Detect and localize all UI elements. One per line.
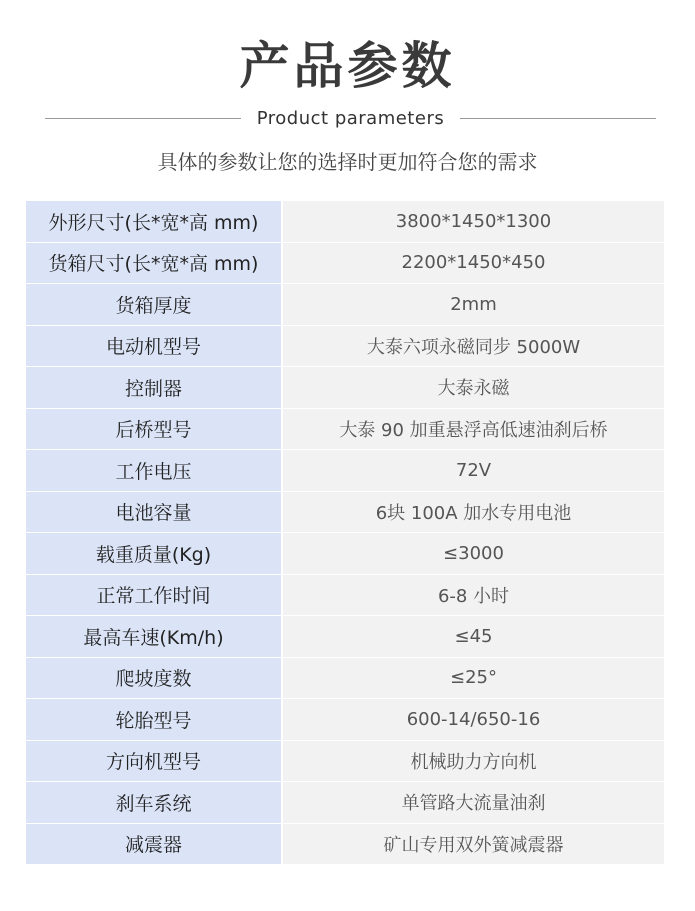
param-label: 爬坡度数 — [26, 658, 281, 699]
page-subtitle: Product parameters — [256, 108, 445, 129]
table-row — [26, 326, 664, 368]
param-value: 2200*1450*450 — [281, 243, 664, 284]
param-value: ≤45 — [281, 616, 664, 657]
table-row — [26, 201, 664, 243]
param-value: ≤3000 — [281, 533, 664, 574]
param-label: 方向机型号 — [26, 741, 281, 782]
table-row — [26, 450, 664, 492]
table-row — [26, 782, 664, 824]
param-label: 正常工作时间 — [26, 575, 281, 616]
param-label: 货箱尺寸(长*宽*高 mm) — [26, 243, 281, 284]
table-row — [26, 616, 664, 658]
page-title: 产品参数 — [239, 37, 456, 95]
param-label: 后桥型号 — [26, 409, 281, 450]
param-label: 外形尺寸(长*宽*高 mm) — [26, 201, 281, 242]
table-row — [26, 409, 664, 451]
table-row — [26, 367, 664, 409]
table-row — [26, 284, 664, 326]
subtitle-row — [0, 104, 695, 134]
table-row — [26, 658, 664, 700]
param-label: 减震器 — [26, 824, 281, 865]
param-value: 单管路大流量油刹 — [281, 782, 664, 823]
param-label: 控制器 — [26, 367, 281, 408]
param-label: 最高车速(Km/h) — [26, 616, 281, 657]
description-text: 具体的参数让您的选择时更加符合您的需求 — [157, 150, 538, 174]
param-value: 2mm — [281, 284, 664, 325]
table-row — [26, 824, 664, 866]
param-value: 矿山专用双外簧减震器 — [281, 824, 664, 865]
param-label: 电池容量 — [26, 492, 281, 533]
param-value: 机械助力方向机 — [281, 741, 664, 782]
table-row — [26, 741, 664, 783]
param-value: 6块 100A 加水专用电池 — [281, 492, 664, 533]
param-label: 轮胎型号 — [26, 699, 281, 740]
param-label: 电动机型号 — [26, 326, 281, 367]
param-value: 3800*1450*1300 — [281, 201, 664, 242]
param-value: 大泰 90 加重悬浮高低速油刹后桥 — [281, 409, 664, 450]
table-row — [26, 575, 664, 617]
param-label: 刹车系统 — [26, 782, 281, 823]
param-value: 72V — [281, 450, 664, 491]
param-label: 工作电压 — [26, 450, 281, 491]
parameters-table — [26, 199, 664, 865]
right-divider — [460, 118, 656, 119]
table-row — [26, 243, 664, 285]
table-row — [26, 699, 664, 741]
param-value: 大泰六项永磁同步 5000W — [281, 326, 664, 367]
table-row — [26, 533, 664, 575]
left-divider — [45, 118, 241, 119]
param-label: 载重质量(Kg) — [26, 533, 281, 574]
table-row — [26, 492, 664, 534]
param-value: ≤25° — [281, 658, 664, 699]
param-label: 货箱厚度 — [26, 284, 281, 325]
param-value: 600-14/650-16 — [281, 699, 664, 740]
param-value: 大泰永磁 — [281, 367, 664, 408]
param-value: 6-8 小时 — [281, 575, 664, 616]
